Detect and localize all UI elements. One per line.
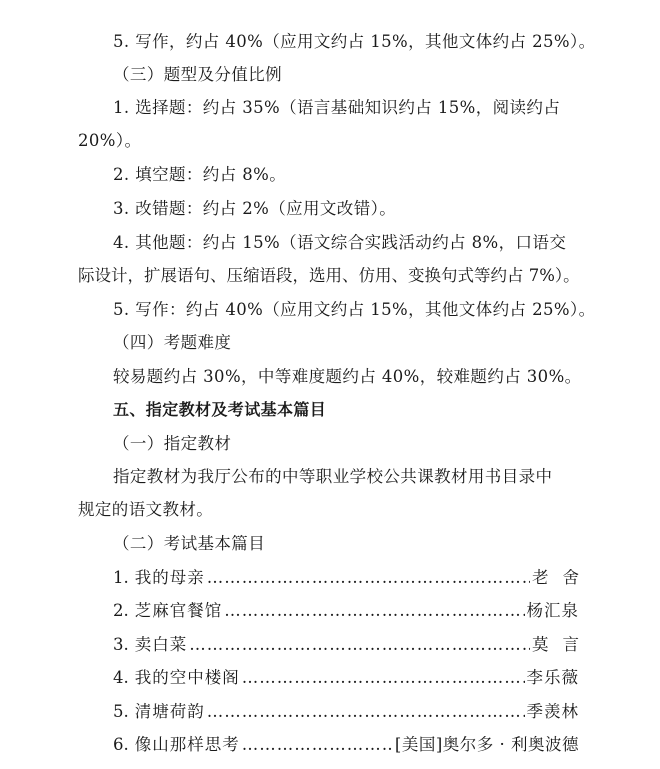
toc-leader [242,734,393,756]
toc-row [113,567,593,589]
toc-number: 1. [113,568,129,587]
paragraph-other-a: 4. 其他题：约占 15%（语文综合实践活动约占 8%，口语交 [113,233,567,252]
heading-question-types: （三）题型及分值比例 [113,65,282,84]
heading-basic-texts: （二）考试基本篇目 [113,534,266,553]
toc-leader [242,667,525,689]
paragraph-choice-a: 1. 选择题：约占 35%（语言基础知识约占 15%，阅读约占 [113,98,561,117]
toc-row [113,600,579,622]
paragraph-other-b: 际设计，扩展语句、压缩语段，选用、仿用、变换句式等约占 7%）。 [78,266,580,285]
toc-row [113,701,579,723]
heading-section-five: 五、指定教材及考试基本篇目 [113,400,327,419]
toc-row [113,734,579,756]
toc-author: 季羡林 [526,702,579,721]
toc-leader [207,567,530,589]
heading-difficulty: （四）考题难度 [113,333,232,352]
toc-row [113,634,593,656]
paragraph-fill-blank: 2. 填空题：约占 8%。 [113,165,287,184]
toc-author: 老舍 [532,568,593,587]
toc-leader [224,600,524,622]
toc-title: 芝麻官餐馆 [134,601,223,620]
toc-author: 李乐薇 [526,668,579,687]
toc-author: [美国]奥尔多 · 利奥波德 [394,735,579,754]
toc-title: 我的空中楼阁 [134,668,240,687]
toc-row [113,667,579,689]
paragraph-choice-b: 20%）。 [78,131,142,150]
paragraph-writing-1: 5. 写作，约占 40%（应用文约占 15%，其他文体约占 25%）。 [113,32,596,51]
paragraph-textbook-a: 指定教材为我厅公布的中等职业学校公共课教材用书目录中 [113,467,553,486]
toc-author: 莫言 [532,635,593,654]
toc-number: 5. [113,702,129,721]
toc-number: 6. [113,735,129,754]
paragraph-correction: 3. 改错题：约占 2%（应用文改错）。 [113,199,397,218]
paragraph-writing-2: 5. 写作：约占 40%（应用文约占 15%，其他文体约占 25%）。 [113,300,596,319]
heading-textbook: （一）指定教材 [113,434,232,453]
toc-title: 我的母亲 [134,568,205,587]
toc-leader [207,701,525,723]
toc-number: 2. [113,601,129,620]
toc-number: 4. [113,668,129,687]
toc-leader [189,634,530,656]
toc-number: 3. [113,635,129,654]
paragraph-textbook-b: 规定的语文教材。 [78,500,214,519]
paragraph-difficulty: 较易题约占 30%，中等难度题约占 40%，较难题约占 30%。 [113,367,582,386]
toc-author: 杨汇泉 [526,601,579,620]
toc-title: 清塘荷韵 [134,702,205,721]
toc-title: 像山那样思考 [134,735,240,754]
toc-title: 卖白菜 [134,635,188,654]
